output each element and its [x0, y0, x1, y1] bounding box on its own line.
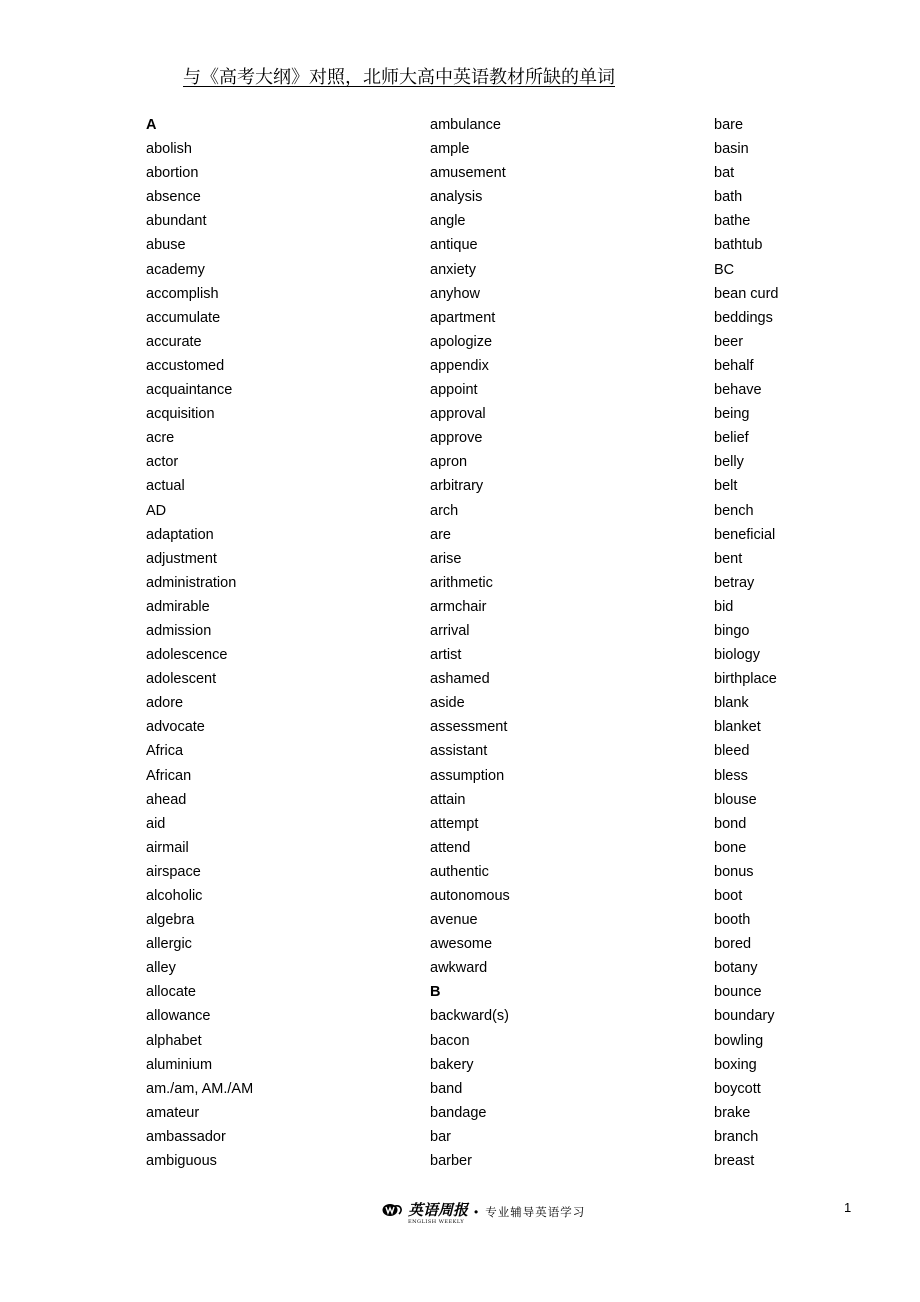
- vocab-word: ample: [430, 141, 470, 158]
- vocab-word: alphabet: [146, 1032, 202, 1049]
- vocab-word: boot: [714, 888, 743, 904]
- vocab-word: acquaintance: [146, 382, 233, 399]
- vocab-word: AD: [146, 502, 167, 519]
- vocab-word: acquisition: [146, 406, 215, 423]
- vocab-word: acre: [146, 430, 175, 447]
- vocab-word: assistant: [430, 743, 488, 760]
- vocab-word: arrival: [430, 622, 470, 639]
- word-column-3: [714, 113, 920, 1173]
- vocab-word: avenue: [430, 912, 478, 929]
- vocab-word: advocate: [146, 719, 205, 736]
- vocab-word: analysis: [430, 189, 483, 206]
- vocab-word: antique: [430, 237, 478, 254]
- vocab-word: allergic: [146, 936, 192, 953]
- vocab-word: assumption: [430, 767, 505, 784]
- vocab-word: airspace: [146, 863, 201, 880]
- vocab-word: appendix: [430, 357, 489, 374]
- vocab-word: admirable: [146, 598, 210, 615]
- vocab-word: bare: [714, 117, 744, 133]
- vocab-word: aluminium: [146, 1056, 213, 1073]
- vocab-word: apron: [430, 454, 468, 471]
- vocab-word: botany: [714, 960, 758, 977]
- vocab-word: amateur: [146, 1104, 200, 1121]
- vocab-word: bean curd: [714, 285, 779, 302]
- vocab-word: accustomed: [146, 357, 225, 374]
- vocab-word: anyhow: [430, 285, 480, 302]
- vocab-word: airmail: [146, 839, 189, 856]
- footer-slogan: 专业辅导英语学习: [485, 1205, 586, 1219]
- vocab-word: ambulance: [430, 117, 501, 133]
- vocab-word: boundary: [714, 1008, 775, 1025]
- vocab-word: African: [146, 767, 192, 784]
- vocab-word: BC: [714, 261, 735, 278]
- vocab-word: belt: [714, 478, 738, 495]
- vocab-word: birthplace: [714, 671, 777, 688]
- vocab-word: appoint: [430, 382, 478, 399]
- vocab-word: bid: [714, 598, 734, 615]
- footer-separator: •: [474, 1205, 479, 1219]
- vocab-word: basin: [714, 141, 749, 158]
- vocab-word: actor: [146, 454, 179, 471]
- vocab-word: adaptation: [146, 526, 214, 543]
- vocab-word: arise: [430, 550, 462, 567]
- vocab-word: anxiety: [430, 261, 476, 278]
- vocab-word: adolescent: [146, 671, 217, 688]
- vocab-word: arithmetic: [430, 574, 493, 591]
- vocab-word: band: [430, 1080, 463, 1097]
- vocab-word: blouse: [714, 791, 757, 808]
- vocab-word: bowling: [714, 1032, 764, 1049]
- vocab-word: administration: [146, 574, 237, 591]
- vocab-word: bleed: [714, 743, 750, 760]
- vocab-word: aid: [146, 815, 166, 832]
- brand-block: [408, 1202, 468, 1223]
- vocab-word: aside: [430, 695, 465, 712]
- vocab-word: bored: [714, 936, 752, 953]
- vocab-word: alley: [146, 960, 176, 977]
- vocab-word: branch: [714, 1128, 759, 1145]
- vocab-word: accumulate: [146, 309, 221, 326]
- vocab-word: bonus: [714, 863, 754, 880]
- vocab-word: biology: [714, 647, 760, 664]
- vocab-word: admission: [146, 622, 212, 639]
- vocab-word: ashamed: [430, 671, 490, 688]
- vocab-word: apartment: [430, 309, 496, 326]
- vocab-word: authentic: [430, 863, 489, 880]
- vocab-word: abortion: [146, 165, 199, 182]
- vocab-word: bond: [714, 815, 747, 832]
- vocab-word: bath: [714, 189, 743, 206]
- vocab-word: barber: [430, 1153, 472, 1170]
- vocab-word: betray: [714, 574, 755, 591]
- vocab-word: ambiguous: [146, 1153, 217, 1170]
- vocab-word: artist: [430, 647, 462, 664]
- vocab-word: booth: [714, 912, 751, 929]
- vocab-word: bench: [714, 502, 754, 519]
- vocab-word: belief: [714, 430, 749, 447]
- vocab-word: amusement: [430, 165, 506, 182]
- page-number: 1: [844, 1200, 852, 1215]
- vocab-word: bathtub: [714, 237, 763, 254]
- vocab-word: ambassador: [146, 1128, 226, 1145]
- vocab-word: bone: [714, 839, 747, 856]
- vocab-word: assessment: [430, 719, 508, 736]
- vocab-word: adore: [146, 695, 184, 712]
- vocab-word: backward(s): [430, 1008, 509, 1025]
- brand-name: 英语周报: [408, 1200, 469, 1219]
- vocab-word: alcoholic: [146, 888, 203, 904]
- page-title: 与《高考大纲》对照，北师大高中英语教材所缺的单词: [183, 67, 615, 88]
- vocab-word: bakery: [430, 1056, 474, 1073]
- vocab-word: blanket: [714, 719, 761, 736]
- brand-subtitle: ENGLISH WEEKLY: [408, 1218, 465, 1225]
- vocab-word: accomplish: [146, 285, 219, 302]
- vocab-word: adolescence: [146, 647, 228, 664]
- vocab-word: boycott: [714, 1080, 761, 1097]
- vocab-word: algebra: [146, 912, 195, 929]
- section-letter: A: [146, 117, 157, 133]
- vocab-word: angle: [430, 213, 466, 230]
- vocab-word: blank: [714, 695, 749, 712]
- vocab-word: bless: [714, 767, 748, 784]
- vocab-word: allowance: [146, 1008, 211, 1025]
- ew-logo-icon: [382, 1202, 404, 1223]
- vocab-word: autonomous: [430, 888, 510, 904]
- vocab-word: being: [714, 406, 750, 423]
- vocab-word: belly: [714, 454, 744, 471]
- vocab-word: bacon: [430, 1032, 470, 1049]
- word-column-2: [430, 113, 670, 1173]
- vocab-word: armchair: [430, 598, 487, 615]
- vocab-word: Africa: [146, 743, 184, 760]
- vocab-word: bent: [714, 550, 743, 567]
- vocab-word: accurate: [146, 333, 202, 350]
- vocab-word: academy: [146, 261, 205, 278]
- vocab-word: beddings: [714, 309, 773, 326]
- vocab-word: behalf: [714, 357, 754, 374]
- vocab-word: attain: [430, 791, 466, 808]
- vocab-word: approval: [430, 406, 486, 423]
- vocab-word: awesome: [430, 936, 493, 953]
- vocab-word: arbitrary: [430, 478, 484, 495]
- vocab-word: bingo: [714, 622, 750, 639]
- vocab-word: allocate: [146, 984, 196, 1001]
- vocab-word: awkward: [430, 960, 488, 977]
- vocab-word: abolish: [146, 141, 192, 158]
- vocab-word: apologize: [430, 333, 493, 350]
- vocab-word: bar: [430, 1128, 451, 1145]
- vocab-word: are: [430, 526, 451, 543]
- vocab-word: actual: [146, 478, 185, 495]
- vocab-word: bat: [714, 165, 735, 182]
- vocab-word: bounce: [714, 984, 762, 1001]
- vocab-word: breast: [714, 1153, 755, 1170]
- vocab-word: approve: [430, 430, 483, 447]
- word-column-1: [146, 113, 386, 1173]
- vocab-word: attend: [430, 839, 471, 856]
- vocab-word: ahead: [146, 791, 187, 808]
- section-letter: B: [430, 984, 441, 1001]
- vocab-word: arch: [430, 502, 459, 519]
- vocab-word: attempt: [430, 815, 479, 832]
- vocab-word: boxing: [714, 1056, 757, 1073]
- vocab-word: abuse: [146, 237, 186, 254]
- vocab-word: absence: [146, 189, 201, 206]
- vocab-word: abundant: [146, 213, 207, 230]
- vocab-word: brake: [714, 1104, 751, 1121]
- vocab-word: behave: [714, 382, 762, 399]
- vocab-word: am./am, AM./AM: [146, 1080, 254, 1097]
- vocab-word: beer: [714, 333, 744, 350]
- vocab-word: bathe: [714, 213, 751, 230]
- footer: [382, 1200, 585, 1224]
- vocab-word: adjustment: [146, 550, 217, 567]
- vocab-word: bandage: [430, 1104, 487, 1121]
- vocab-word: beneficial: [714, 526, 776, 543]
